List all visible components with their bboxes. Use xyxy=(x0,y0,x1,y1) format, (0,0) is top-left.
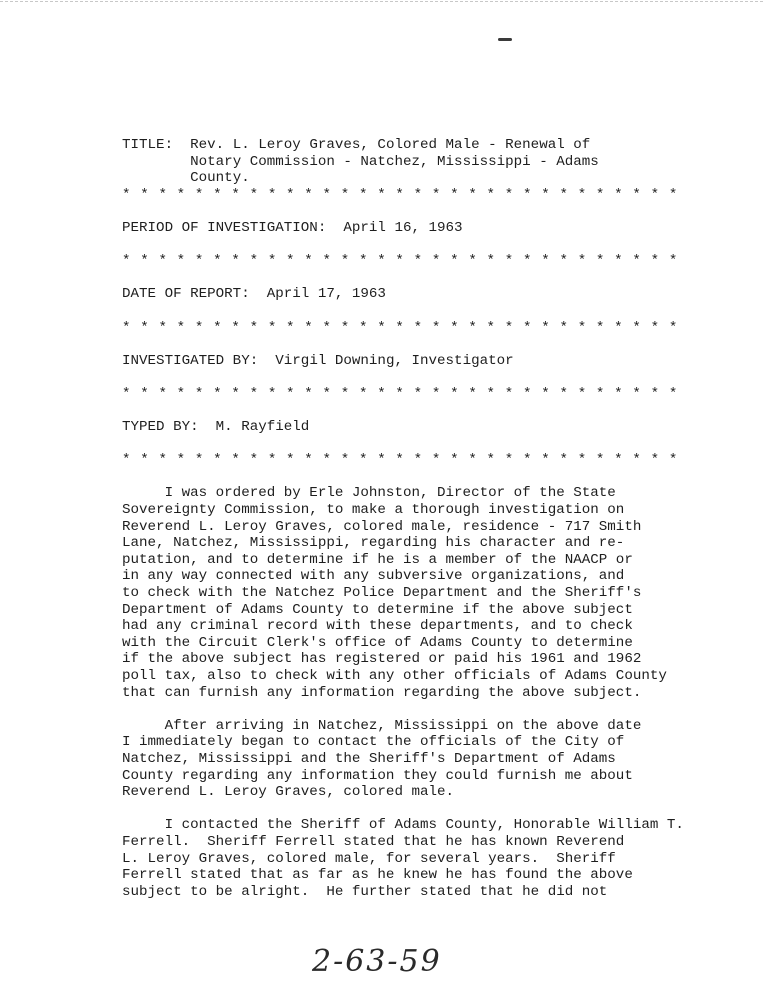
separator-1: * * * * * * * * * * * * * * * * * * * * * * * * * * * * * * * xyxy=(122,186,678,203)
report-date-label: DATE OF REPORT: xyxy=(122,286,250,303)
ink-mark xyxy=(498,38,512,41)
paragraph-line: in any way connected with any subversive organizations, and xyxy=(122,568,625,585)
paragraph-line: subject to be alright. He further stated that he did not xyxy=(122,883,608,900)
title-text-3: County. xyxy=(190,170,250,187)
separator-3: * * * * * * * * * * * * * * * * * * * * * * * * * * * * * * * xyxy=(122,319,678,336)
paragraph-line: Ferrell. Sheriff Ferrell stated that he has known Reverend xyxy=(122,833,625,850)
paragraph-line: Ferrell stated that as far as he knew he has found the above xyxy=(122,867,633,884)
paragraph-line: Sovereignty Commission, to make a thorough investigation on xyxy=(122,502,625,519)
paragraph-line: to check with the Natchez Police Department and the Sheriff's xyxy=(122,585,642,602)
title-text-2: Notary Commission - Natchez, Mississippi - Adams xyxy=(190,153,599,170)
handwritten-file-number: 2-63-59 xyxy=(312,944,442,979)
report-document xyxy=(122,137,742,900)
investigator-value: Virgil Downing, Investigator xyxy=(275,352,514,369)
typist-label: TYPED BY: xyxy=(122,419,199,436)
title-line-3 xyxy=(122,170,742,187)
paragraph-line: poll tax, also to check with any other officials of Adams County xyxy=(122,668,667,684)
paragraph-line: Reverend L. Leroy Graves, colored male, residence - 717 Smith xyxy=(122,518,642,535)
body-paragraph-2 xyxy=(122,718,742,801)
title-label: TITLE: xyxy=(122,137,174,153)
paragraph-line: with the Circuit Clerk's office of Adams County to determine xyxy=(122,634,633,651)
paragraph-line: After arriving in Natchez, Mississippi on the above date xyxy=(122,717,642,734)
paragraph-line: putation, and to determine if he is a member of the NAACP or xyxy=(122,551,633,568)
separator-5: * * * * * * * * * * * * * * * * * * * * * * * * * * * * * * * xyxy=(122,452,678,469)
paragraph-line: County regarding any information they could furnish me about xyxy=(122,767,633,784)
investigator-field xyxy=(122,353,742,370)
title-line-1 xyxy=(122,137,742,154)
report-date-value: April 17, 1963 xyxy=(266,286,386,303)
title-line-2 xyxy=(122,154,742,171)
paragraph-line: Lane, Natchez, Mississippi, regarding his character and re- xyxy=(122,535,625,552)
paragraph-line: Department of Adams County to determine if the above subject xyxy=(122,601,633,618)
paragraph-line: Natchez, Mississippi and the Sheriff's Department of Adams xyxy=(122,750,616,767)
title-text-1: Rev. L. Leroy Graves, Colored Male - Renewal of xyxy=(190,137,591,153)
period-label: PERIOD OF INVESTIGATION: xyxy=(122,219,327,236)
paragraph-line: I immediately began to contact the officials of the City of xyxy=(122,734,625,751)
paragraph-line: Reverend L. Leroy Graves, colored male. xyxy=(122,784,455,801)
paragraph-line: had any criminal record with these departments, and to check xyxy=(122,618,633,635)
paragraph-line: I was ordered by Erle Johnston, Director of the State xyxy=(122,485,616,502)
page-top-edge xyxy=(0,1,763,2)
period-field xyxy=(122,220,742,237)
period-value: April 16, 1963 xyxy=(343,219,463,236)
paragraph-line: if the above subject has registered or paid his 1961 and 1962 xyxy=(122,651,642,668)
paragraph-line: I contacted the Sheriff of Adams County, Honorable William T. xyxy=(122,817,684,834)
separator-2: * * * * * * * * * * * * * * * * * * * * * * * * * * * * * * * xyxy=(122,253,678,270)
typist-value: M. Rayfield xyxy=(215,419,310,436)
paragraph-line: that can furnish any information regarding the above subject. xyxy=(122,684,642,701)
body-paragraph-1 xyxy=(122,485,742,701)
paragraph-line: L. Leroy Graves, colored male, for several years. Sheriff xyxy=(122,850,616,867)
body-paragraph-3 xyxy=(122,817,742,900)
investigator-label: INVESTIGATED BY: xyxy=(122,352,259,369)
report-date-field xyxy=(122,286,742,303)
separator-4: * * * * * * * * * * * * * * * * * * * * * * * * * * * * * * * xyxy=(122,385,678,402)
typist-field xyxy=(122,419,742,436)
